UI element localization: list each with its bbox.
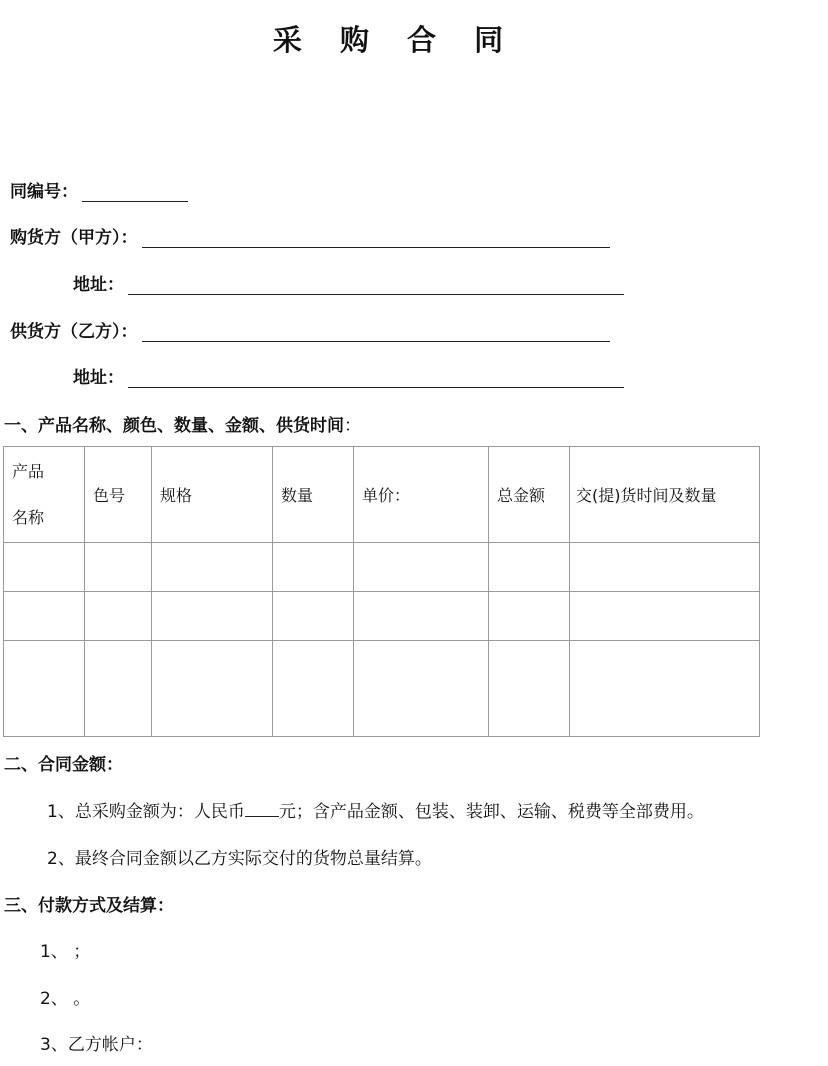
section-3-title: 三、付款方式及结算： — [4, 896, 174, 916]
section-3-item-2: 2、 。 — [40, 989, 91, 1009]
table-cell[interactable] — [570, 641, 760, 737]
section-3-item-3: 3、乙方帐户： — [40, 1035, 153, 1055]
table-cell[interactable] — [489, 543, 570, 592]
supplier-address-label: 地址： — [73, 368, 124, 388]
section-2-item-1-prefix: 1、总采购金额为：人民币 — [47, 802, 245, 822]
table-cell[interactable] — [152, 592, 273, 641]
section-1-heading — [4, 411, 361, 436]
document-title: 采 购 合 同 — [272, 23, 518, 57]
section-2-item-2: 2、最终合同金额以乙方实际交付的货物总量结算。 — [47, 849, 432, 869]
contract-number-label: 同编号： — [10, 182, 78, 202]
section-3-item-1: 1、 ； — [40, 942, 91, 962]
header-spec: 规格 — [152, 447, 273, 543]
table-cell[interactable] — [489, 592, 570, 641]
header-total-amount: 总金额 — [489, 447, 570, 543]
table-cell[interactable] — [489, 641, 570, 737]
header-delivery-time: 交(提)货时间及数量 — [570, 447, 760, 543]
table-cell[interactable] — [570, 543, 760, 592]
header-product-name — [4, 447, 85, 543]
table-cell[interactable] — [354, 592, 489, 641]
table-cell[interactable] — [354, 543, 489, 592]
contract-number-blank[interactable] — [82, 179, 188, 202]
buyer-address-row — [73, 269, 624, 295]
table-row — [4, 592, 760, 641]
goods-table — [3, 446, 760, 737]
table-cell[interactable] — [273, 592, 354, 641]
table-cell[interactable] — [273, 641, 354, 737]
section-2-title: 二、合同金额： — [4, 755, 123, 775]
table-cell[interactable] — [273, 543, 354, 592]
table-row — [4, 641, 760, 737]
buyer-blank[interactable] — [142, 225, 610, 248]
buyer-address-blank[interactable] — [128, 272, 624, 295]
supplier-address-row — [73, 362, 624, 388]
table-cell[interactable] — [354, 641, 489, 737]
table-cell[interactable] — [85, 641, 152, 737]
supplier-address-blank[interactable] — [128, 365, 624, 388]
section-1-title: 一、产品名称、颜色、数量、金额、供货时间 — [4, 416, 344, 436]
table-cell[interactable] — [4, 543, 85, 592]
section-2-item-1 — [47, 797, 704, 822]
contract-number-row — [10, 176, 188, 202]
table-cell[interactable] — [85, 592, 152, 641]
table-header-row — [4, 447, 760, 543]
table-cell[interactable] — [570, 592, 760, 641]
table-cell[interactable] — [4, 641, 85, 737]
table-cell[interactable] — [85, 543, 152, 592]
section-1-colon: ： — [344, 416, 361, 436]
buyer-address-label: 地址： — [73, 275, 124, 295]
amount-blank[interactable] — [245, 802, 279, 817]
header-quantity: 数量 — [273, 447, 354, 543]
table-cell[interactable] — [152, 543, 273, 592]
supplier-row — [10, 316, 610, 342]
header-product-name-line2: 名称 — [12, 507, 45, 527]
section-2-item-1-suffix: 元；含产品金额、包装、装卸、运输、税费等全部费用。 — [278, 802, 704, 822]
header-unit-price: 单价： — [354, 447, 489, 543]
table-cell[interactable] — [4, 592, 85, 641]
header-color-code: 色号 — [85, 447, 152, 543]
buyer-label: 购货方（甲方）： — [10, 228, 138, 248]
table-row — [4, 543, 760, 592]
buyer-row — [10, 222, 610, 248]
header-product-name-line1: 产品 — [12, 461, 45, 481]
supplier-label: 供货方（乙方）： — [10, 322, 138, 342]
table-cell[interactable] — [152, 641, 273, 737]
supplier-blank[interactable] — [142, 319, 610, 342]
